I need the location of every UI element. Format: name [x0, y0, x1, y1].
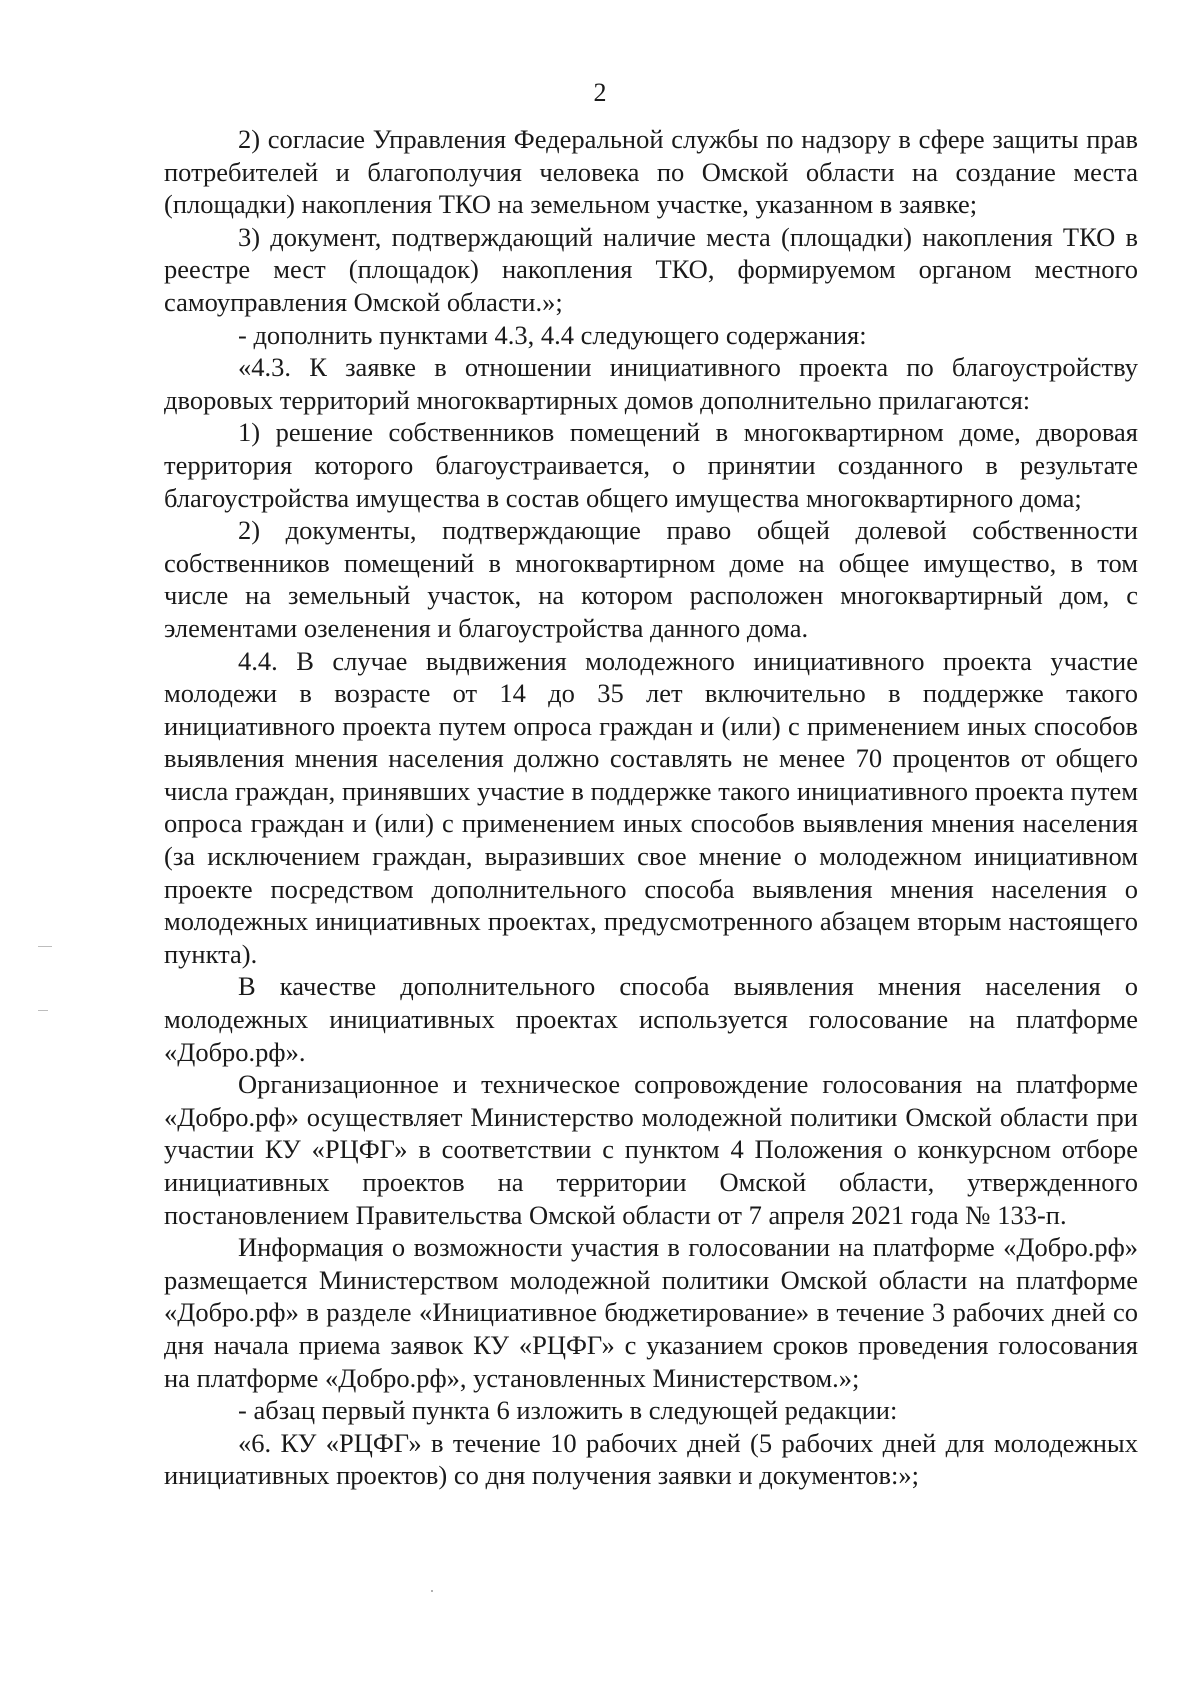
paragraph-7: 4.4. В случае выдвижения молодежного инициативного проекта участие молодежи в возрасте от 14 до 35 лет включительно в поддержке такого инициативного проекта путем опроса граждан и (или) с применением иных способов выявления мнения населения должно составлять не менее 70 процентов от общего числа граждан, принявших участие в поддержке такого инициативного проекта путем опроса граждан и (или) с применением иных способов выявления мнения населения (за исключением граждан, выразивших свое мнение о молодежном инициативном проекте посредством дополнительного способа выявления мнения населения о молодежных инициативных проектах, предусмотренного абзацем вторым настоящего пункта). — [164, 645, 1138, 969]
document-body — [164, 123, 1138, 1492]
paragraph-12: «6. КУ «РЦФГ» в течение 10 рабочих дней (5 рабочих дней для молодежных инициативных проектов) со дня получения заявки и документов:»; — [164, 1427, 1138, 1491]
paragraph-6: 2) документы, подтверждающие право общей долевой собственности собственников помещений в многоквартирном доме на общее имущество, в том числе на земельный участок, на котором расположен многоквартирный дом, с элементами озеленения и благоустройства данного дома. — [164, 515, 1138, 643]
paragraph-2: 3) документ, подтверждающий наличие места (площадки) накопления ТКО в реестре мест (площадок) накопления ТКО, формируемом органом местного самоуправления Омской области.»; — [164, 221, 1138, 317]
scan-margin-mark — [38, 946, 52, 947]
paragraph-9: Организационное и техническое сопровождение голосования на платформе «Добро.рф» осуществляет Министерство молодежной политики Омской области при участии КУ «РЦФГ» в соответствии с пунктом 4 Положения о конкурсном отборе инициативных проектов на территории Омской области, утвержденного постановлением Правительства Омской области от 7 апреля 2021 года № 133-п. — [164, 1069, 1138, 1230]
page-number: 2 — [593, 78, 607, 107]
paragraph-10: Информация о возможности участия в голосовании на платформе «Добро.рф» размещается Министерством молодежной политики Омской области на платформе «Добро.рф» в разделе «Инициативное бюджетирование» в течение 3 рабочих дней со дня начала приема заявок КУ «РЦФГ» с указанием сроков проведения голосования на платформе «Добро.рф», установленных Министерством.»; — [164, 1232, 1138, 1393]
paragraph-11: - абзац первый пункта 6 изложить в следующей редакции: — [238, 1395, 898, 1426]
paragraph-8: В качестве дополнительного способа выявления мнения населения о молодежных инициативных проектах используется голосование на платформе «Добро.рф». — [164, 971, 1138, 1067]
scan-artifact-dot — [431, 1590, 433, 1592]
paragraph-4: «4.3. К заявке в отношении инициативного проекта по благоустройству дворовых территорий многоквартирных домов дополнительно прилагаются: — [164, 352, 1138, 415]
paragraph-1: 2) согласие Управления Федеральной службы по надзору в сфере защиты прав потребителей и благополучия человека по Омской области на создание места (площадки) накопления ТКО на земельном участке, указанном в заявке; — [164, 124, 1138, 220]
paragraph-5: 1) решение собственников помещений в многоквартирном доме, дворовая территория которого благоустраивается, о принятии созданного в результате благоустройства имущества в состав общего имущества многоквартирного дома; — [164, 417, 1138, 513]
scan-margin-mark — [38, 1010, 48, 1011]
paragraph-3: - дополнить пунктами 4.3, 4.4 следующего содержания: — [238, 319, 867, 350]
